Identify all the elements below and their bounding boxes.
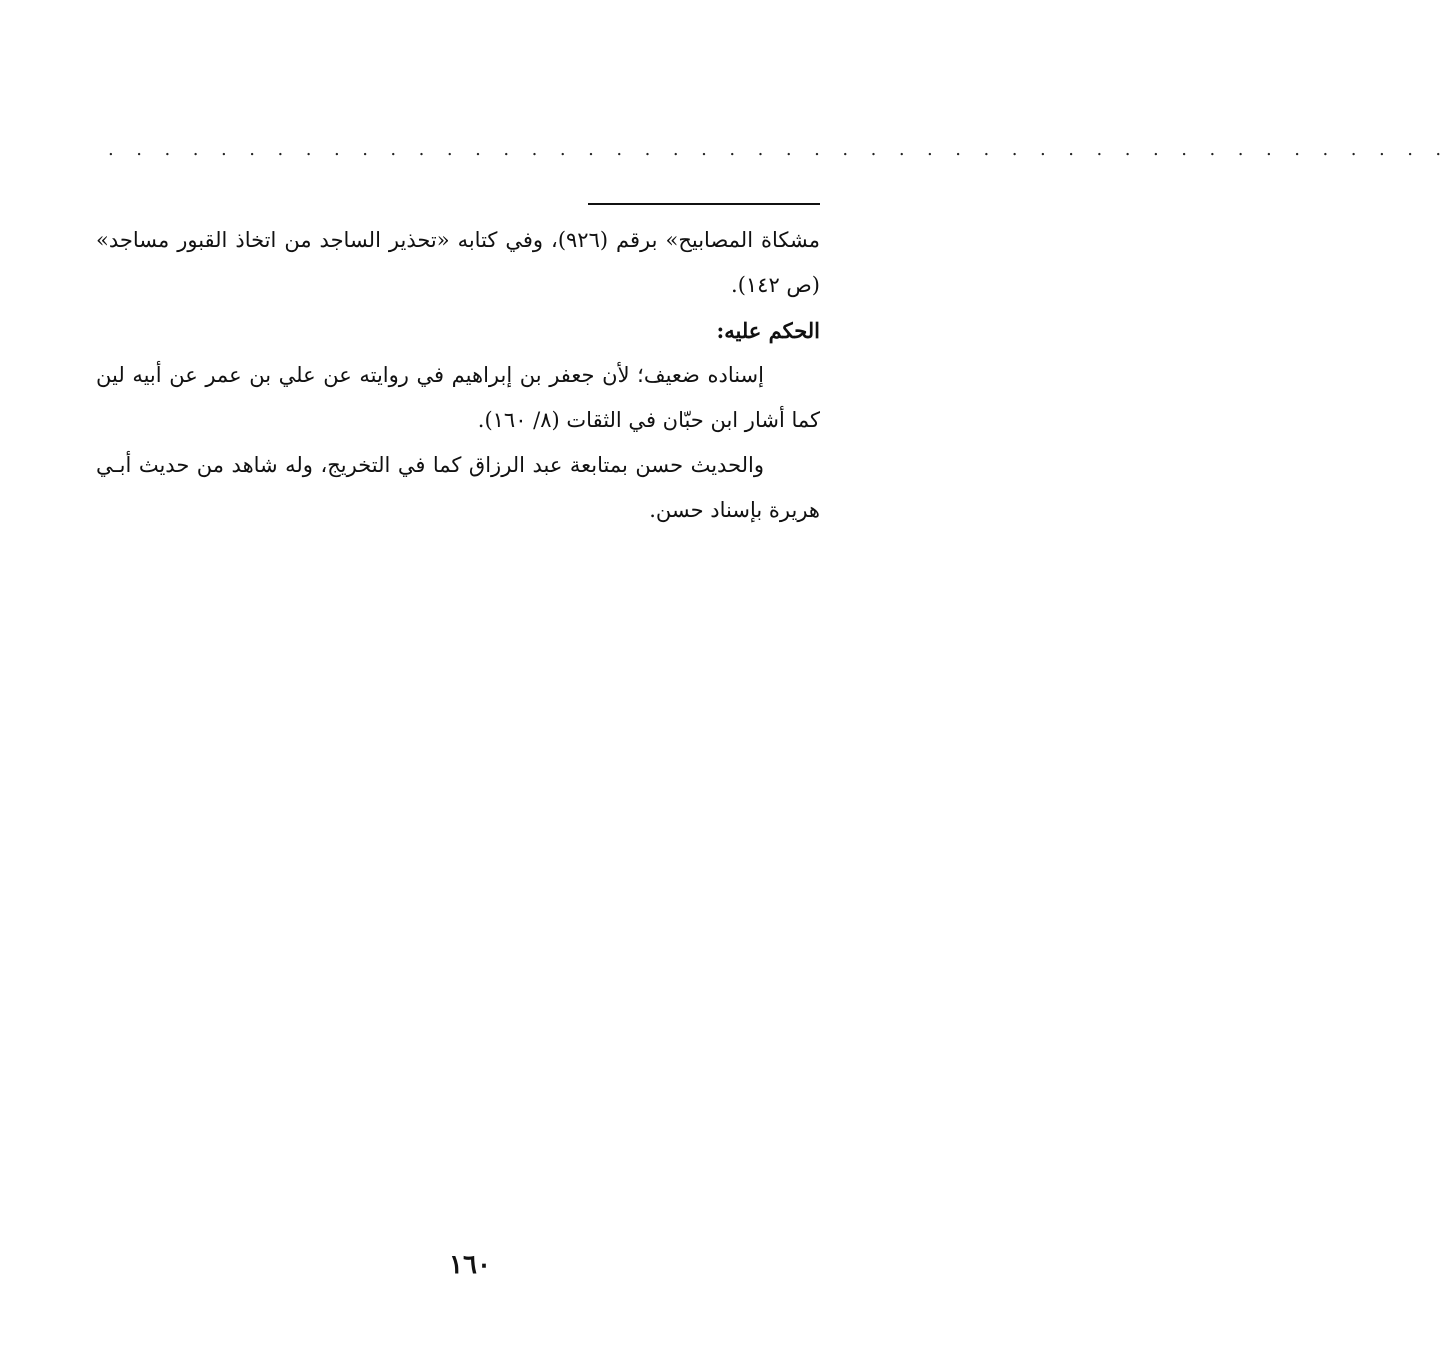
footnote-paragraph-source: مشكاة المصابيح» برقم (٩٢٦)، وفي كتابه «تحذير الساجد من اتخاذ القبور مساجد» (ص ١٤٢). — [96, 228, 820, 297]
conclusion-paragraph: والحديث حسن بمتابعة عبد الرزاق كما في التخريج، وله شاهد من حديث أبـي هريرة بإسناد حسن. — [96, 453, 820, 522]
footnote-text-block — [96, 218, 820, 533]
footnote-rule — [588, 203, 820, 205]
dotted-separator: . . . . . . . . . . . . . . . . . . . . . . . . . . . . . . . . . . . . . . . . . . . . . . . . — [108, 139, 1450, 160]
page-number: ١٦٠ — [449, 1250, 491, 1280]
ruling-paragraph: إسناده ضعيف؛ لأن جعفر بن إبراهيم في روايته عن علي بن عمر عن أبيه لين كما أشار ابن حبّان في الثقات (٨/ ١٦٠). — [96, 363, 820, 432]
section-heading-ruling: الحكم عليه: — [716, 318, 820, 343]
